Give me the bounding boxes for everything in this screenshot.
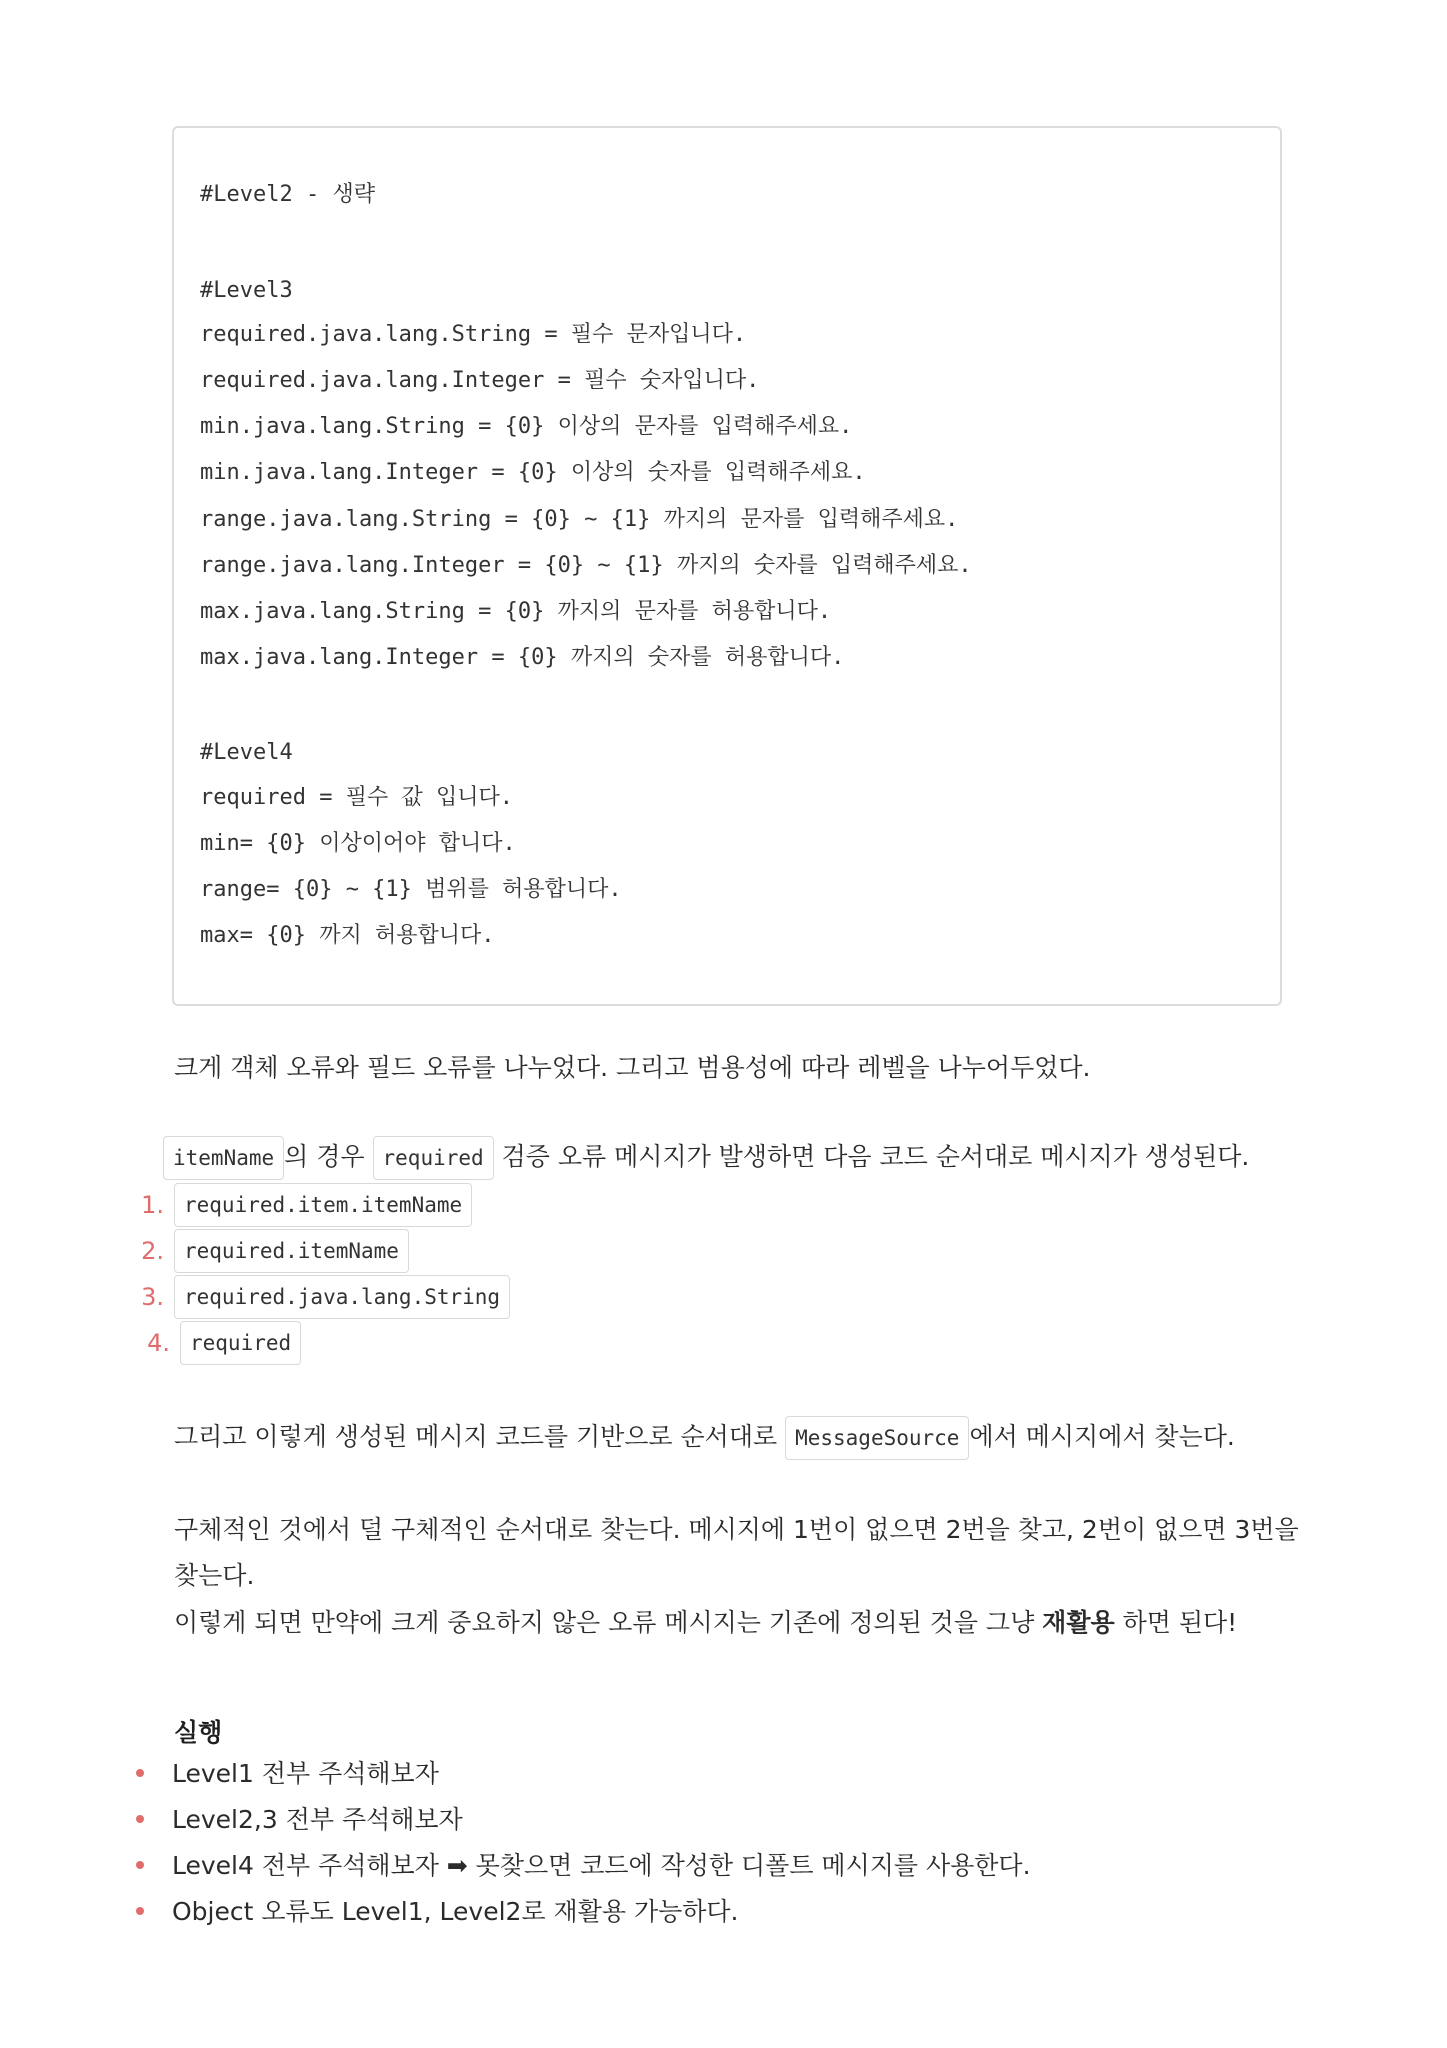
paragraph-line: 찾는다. (174, 1561, 255, 1590)
code-line: min= {0} 이상이어야 합니다. (200, 831, 516, 856)
paragraph-item-name (163, 1136, 1249, 1180)
inline-code: required (373, 1136, 494, 1180)
code-line: min.java.lang.Integer = {0} 이상의 숫자를 입력해주세요. (200, 460, 866, 485)
bullet-dot (136, 1861, 144, 1869)
text: 의 경우 (284, 1142, 373, 1171)
bullet-dot (136, 1907, 144, 1915)
code-line: #Level4 (200, 740, 293, 765)
bold-text: 재활용 (1042, 1608, 1115, 1637)
code-block (172, 126, 1282, 1006)
list-item (124, 1183, 472, 1229)
bullet-item (136, 1894, 739, 1930)
code-line: #Level2 - 생략 (200, 182, 375, 207)
inline-code: required.java.lang.String (174, 1275, 510, 1319)
code-line: max= {0} 까지 허용합니다. (200, 923, 495, 948)
bullet-item (136, 1802, 463, 1838)
code-line: required = 필수 값 입니다. (200, 785, 513, 810)
paragraph: 크게 객체 오류와 필드 오류를 나누었다. 그리고 범용성에 따라 레벨을 나누어두었다. (174, 1053, 1091, 1082)
list-item (124, 1229, 409, 1275)
code-line: max.java.lang.Integer = {0} 까지의 숫자를 허용합니다. (200, 645, 845, 670)
bullet-dot (136, 1815, 144, 1823)
code-line: required.java.lang.Integer = 필수 숫자입니다. (200, 368, 760, 393)
inline-code: MessageSource (785, 1416, 969, 1460)
code-line: range= {0} ~ {1} 범위를 허용합니다. (200, 877, 622, 902)
text: 이렇게 되면 만약에 크게 중요하지 않은 오류 메시지는 기존에 정의된 것을 그냥 (174, 1608, 1043, 1637)
list-marker: 2. (141, 1237, 164, 1265)
section-heading: 실행 (174, 1718, 223, 1747)
bullet-text: Level1 전부 주석해보자 (172, 1759, 439, 1788)
code-line: range.java.lang.String = {0} ~ {1} 까지의 문자를 입력해주세요. (200, 507, 959, 532)
bullet-text: Level2,3 전부 주석해보자 (172, 1805, 463, 1834)
text: 그리고 이렇게 생성된 메시지 코드를 기반으로 순서대로 (174, 1422, 786, 1451)
paragraph-line (174, 1605, 1237, 1641)
inline-code: required.item.itemName (174, 1183, 472, 1227)
bullet-dot (136, 1769, 144, 1777)
text: 에서 메시지에서 찾는다. (969, 1422, 1235, 1451)
code-line: min.java.lang.String = {0} 이상의 문자를 입력해주세요. (200, 414, 853, 439)
code-line: max.java.lang.String = {0} 까지의 문자를 허용합니다. (200, 599, 832, 624)
list-item (130, 1321, 301, 1367)
inline-code: itemName (163, 1136, 284, 1180)
list-item (124, 1275, 510, 1321)
inline-code: required (180, 1321, 301, 1365)
text: 검증 오류 메시지가 발생하면 다음 코드 순서대로 메시지가 생성된다. (493, 1142, 1250, 1171)
text: 하면 된다! (1114, 1608, 1238, 1637)
code-line: required.java.lang.String = 필수 문자입니다. (200, 322, 747, 347)
bullet-text: Object 오류도 Level1, Level2로 재활용 가능하다. (172, 1897, 739, 1926)
paragraph-message-source (174, 1416, 1235, 1460)
list-marker: 4. (147, 1329, 170, 1357)
paragraph-line: 구체적인 것에서 덜 구체적인 순서대로 찾는다. 메시지에 1번이 없으면 2번을 찾고, 2번이 없으면 3번을 (174, 1515, 1299, 1544)
list-marker: 3. (141, 1283, 164, 1311)
bullet-item (136, 1756, 439, 1792)
list-marker: 1. (141, 1191, 164, 1219)
bullet-text: Level4 전부 주석해보자 ➡ 못찾으면 코드에 작성한 디폴트 메시지를 사용한다. (172, 1851, 1031, 1880)
code-line: range.java.lang.Integer = {0} ~ {1} 까지의 숫자를 입력해주세요. (200, 553, 972, 578)
code-line: #Level3 (200, 278, 293, 303)
inline-code: required.itemName (174, 1229, 409, 1273)
bullet-item (136, 1848, 1031, 1884)
